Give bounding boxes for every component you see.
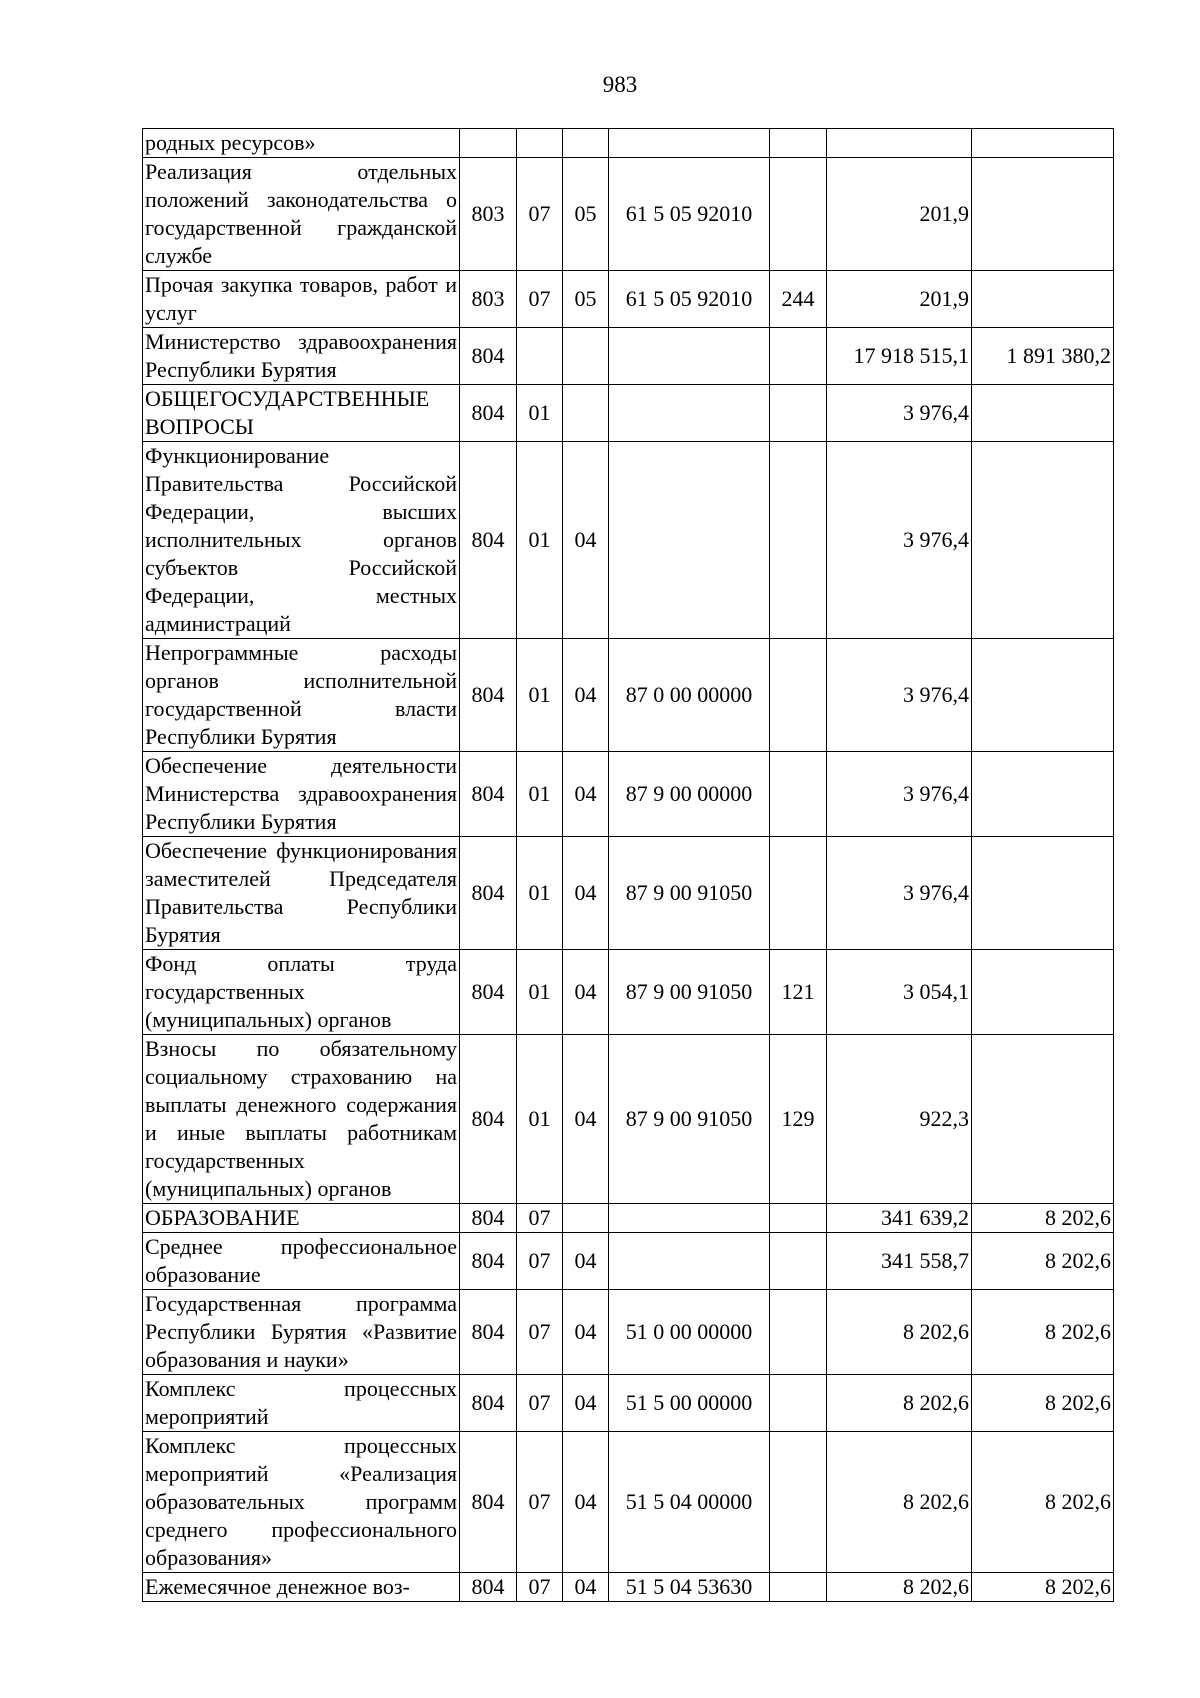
amount-total: 8 202,6 (827, 1375, 972, 1432)
subsection-code: 05 (563, 158, 609, 271)
amount-federal (972, 752, 1114, 837)
table-row (143, 129, 1114, 158)
amount-total: 3 976,4 (827, 442, 972, 639)
target-code: 51 5 00 00000 (609, 1375, 770, 1432)
ministry-code: 804 (460, 442, 517, 639)
section-code: 07 (517, 1204, 563, 1233)
subsection-code: 04 (563, 1233, 609, 1290)
amount-total (827, 129, 972, 158)
amount-total: 341 639,2 (827, 1204, 972, 1233)
target-code: 87 0 00 00000 (609, 639, 770, 752)
row-name: Взносы по обязательному социальному страхованию на выплаты денежного содержания и иные выплаты работникам государственных (муниципальных) органов (143, 1035, 460, 1204)
ministry-code: 804 (460, 639, 517, 752)
amount-federal: 8 202,6 (972, 1432, 1114, 1573)
row-name: Комплекс процессных мероприятий (143, 1375, 460, 1432)
subsection-code: 04 (563, 950, 609, 1035)
table-row (143, 328, 1114, 385)
amount-total: 8 202,6 (827, 1290, 972, 1375)
row-name: Функционирование Правительства Российской Федерации, высших исполнительных органов субъектов Российской Федерации, местных администраций (143, 442, 460, 639)
amount-total: 3 976,4 (827, 385, 972, 442)
amount-federal: 8 202,6 (972, 1290, 1114, 1375)
section-code: 07 (517, 1432, 563, 1573)
table-row (143, 385, 1114, 442)
section-code (517, 129, 563, 158)
subsection-code: 04 (563, 1432, 609, 1573)
ministry-code: 804 (460, 328, 517, 385)
ministry-code: 804 (460, 1290, 517, 1375)
expense-type-code (770, 328, 827, 385)
table-row (143, 1204, 1114, 1233)
subsection-code: 04 (563, 752, 609, 837)
target-code: 61 5 05 92010 (609, 158, 770, 271)
amount-federal (972, 639, 1114, 752)
section-code (517, 328, 563, 385)
target-code: 87 9 00 91050 (609, 837, 770, 950)
amount-total: 17 918 515,1 (827, 328, 972, 385)
ministry-code: 804 (460, 1204, 517, 1233)
amount-federal: 8 202,6 (972, 1233, 1114, 1290)
expense-type-code (770, 1573, 827, 1602)
amount-total: 341 558,7 (827, 1233, 972, 1290)
target-code: 51 0 00 00000 (609, 1290, 770, 1375)
ministry-code: 804 (460, 1573, 517, 1602)
table-row (143, 1035, 1114, 1204)
table-row (143, 1432, 1114, 1573)
table-row (143, 1290, 1114, 1375)
row-name: Обеспечение функционирования заместителей Председателя Правительства Республики Бурятия (143, 837, 460, 950)
amount-federal (972, 385, 1114, 442)
amount-total: 3 054,1 (827, 950, 972, 1035)
expense-type-code (770, 752, 827, 837)
expense-type-code (770, 129, 827, 158)
table-row (143, 950, 1114, 1035)
row-name: родных ресурсов» (143, 129, 460, 158)
section-code: 01 (517, 1035, 563, 1204)
row-name: ОБРАЗОВАНИЕ (143, 1204, 460, 1233)
target-code (609, 1204, 770, 1233)
section-code: 07 (517, 1375, 563, 1432)
amount-federal (972, 950, 1114, 1035)
target-code: 61 5 05 92010 (609, 271, 770, 328)
table-row (143, 1573, 1114, 1602)
budget-table (142, 128, 1114, 1602)
expense-type-code: 244 (770, 271, 827, 328)
section-code: 07 (517, 1290, 563, 1375)
row-name: Обеспечение деятельности Министерства здравоохранения Республики Бурятия (143, 752, 460, 837)
section-code: 07 (517, 1233, 563, 1290)
target-code (609, 442, 770, 639)
amount-total: 201,9 (827, 271, 972, 328)
expense-type-code (770, 837, 827, 950)
section-code: 01 (517, 837, 563, 950)
row-name: Среднее профессиональное образование (143, 1233, 460, 1290)
amount-federal: 8 202,6 (972, 1204, 1114, 1233)
section-code: 01 (517, 752, 563, 837)
ministry-code: 804 (460, 837, 517, 950)
table-row (143, 271, 1114, 328)
row-name: Комплекс процессных мероприятий «Реализация образовательных программ среднего профессионального образования» (143, 1432, 460, 1573)
page-number: 983 (602, 72, 638, 97)
target-code: 87 9 00 91050 (609, 1035, 770, 1204)
subsection-code: 04 (563, 1035, 609, 1204)
amount-federal (972, 442, 1114, 639)
subsection-code: 04 (563, 639, 609, 752)
row-name: Ежемесячное денежное воз- (143, 1573, 460, 1602)
section-code: 07 (517, 158, 563, 271)
expense-type-code (770, 1432, 827, 1573)
section-code: 01 (517, 442, 563, 639)
expense-type-code: 129 (770, 1035, 827, 1204)
expense-type-code: 121 (770, 950, 827, 1035)
expense-type-code (770, 639, 827, 752)
target-code (609, 328, 770, 385)
target-code (609, 129, 770, 158)
ministry-code: 804 (460, 950, 517, 1035)
row-name: Государственная программа Республики Бурятия «Развитие образования и науки» (143, 1290, 460, 1375)
expense-type-code (770, 1290, 827, 1375)
ministry-code: 804 (460, 1375, 517, 1432)
expense-type-code (770, 1204, 827, 1233)
target-code: 51 5 04 00000 (609, 1432, 770, 1573)
ministry-code: 804 (460, 1432, 517, 1573)
table-body (143, 129, 1114, 1602)
row-name: Министерство здравоохранения Республики Бурятия (143, 328, 460, 385)
target-code: 87 9 00 00000 (609, 752, 770, 837)
ministry-code: 803 (460, 271, 517, 328)
subsection-code: 05 (563, 271, 609, 328)
row-name: Непрограммные расходы органов исполнительной государственной власти Республики Бурятия (143, 639, 460, 752)
row-name: Прочая закупка товаров, работ и услуг (143, 271, 460, 328)
amount-total: 8 202,6 (827, 1432, 972, 1573)
expense-type-code (770, 442, 827, 639)
ministry-code: 803 (460, 158, 517, 271)
ministry-code: 804 (460, 385, 517, 442)
amount-federal (972, 129, 1114, 158)
table-row (143, 442, 1114, 639)
amount-federal (972, 271, 1114, 328)
target-code (609, 385, 770, 442)
ministry-code: 804 (460, 752, 517, 837)
subsection-code: 04 (563, 837, 609, 950)
amount-total: 3 976,4 (827, 837, 972, 950)
subsection-code: 04 (563, 1573, 609, 1602)
table-row (143, 837, 1114, 950)
ministry-code: 804 (460, 1233, 517, 1290)
table-row (143, 639, 1114, 752)
ministry-code (460, 129, 517, 158)
ministry-code: 804 (460, 1035, 517, 1204)
target-code: 87 9 00 91050 (609, 950, 770, 1035)
subsection-code (563, 328, 609, 385)
subsection-code (563, 385, 609, 442)
table-row (143, 1375, 1114, 1432)
amount-federal (972, 837, 1114, 950)
expense-type-code (770, 1375, 827, 1432)
section-code: 01 (517, 639, 563, 752)
table-row (143, 158, 1114, 271)
amount-total: 922,3 (827, 1035, 972, 1204)
table-row (143, 1233, 1114, 1290)
amount-total: 8 202,6 (827, 1573, 972, 1602)
section-code: 01 (517, 385, 563, 442)
amount-total: 3 976,4 (827, 752, 972, 837)
section-code: 07 (517, 1573, 563, 1602)
subsection-code: 04 (563, 1290, 609, 1375)
table-row (143, 752, 1114, 837)
subsection-code: 04 (563, 1375, 609, 1432)
expense-type-code (770, 385, 827, 442)
amount-total: 3 976,4 (827, 639, 972, 752)
amount-federal (972, 1035, 1114, 1204)
subsection-code: 04 (563, 442, 609, 639)
expense-type-code (770, 1233, 827, 1290)
subsection-code (563, 1204, 609, 1233)
target-code (609, 1233, 770, 1290)
row-name: ОБЩЕГОСУДАРСТВЕННЫЕ ВОПРОСЫ (143, 385, 460, 442)
section-code: 07 (517, 271, 563, 328)
subsection-code (563, 129, 609, 158)
amount-federal: 1 891 380,2 (972, 328, 1114, 385)
row-name: Фонд оплаты труда государственных (муниципальных) органов (143, 950, 460, 1035)
amount-federal (972, 158, 1114, 271)
expense-type-code (770, 158, 827, 271)
target-code: 51 5 04 53630 (609, 1573, 770, 1602)
amount-federal: 8 202,6 (972, 1375, 1114, 1432)
amount-federal: 8 202,6 (972, 1573, 1114, 1602)
row-name: Реализация отдельных положений законодательства о государственной гражданской службе (143, 158, 460, 271)
amount-total: 201,9 (827, 158, 972, 271)
section-code: 01 (517, 950, 563, 1035)
